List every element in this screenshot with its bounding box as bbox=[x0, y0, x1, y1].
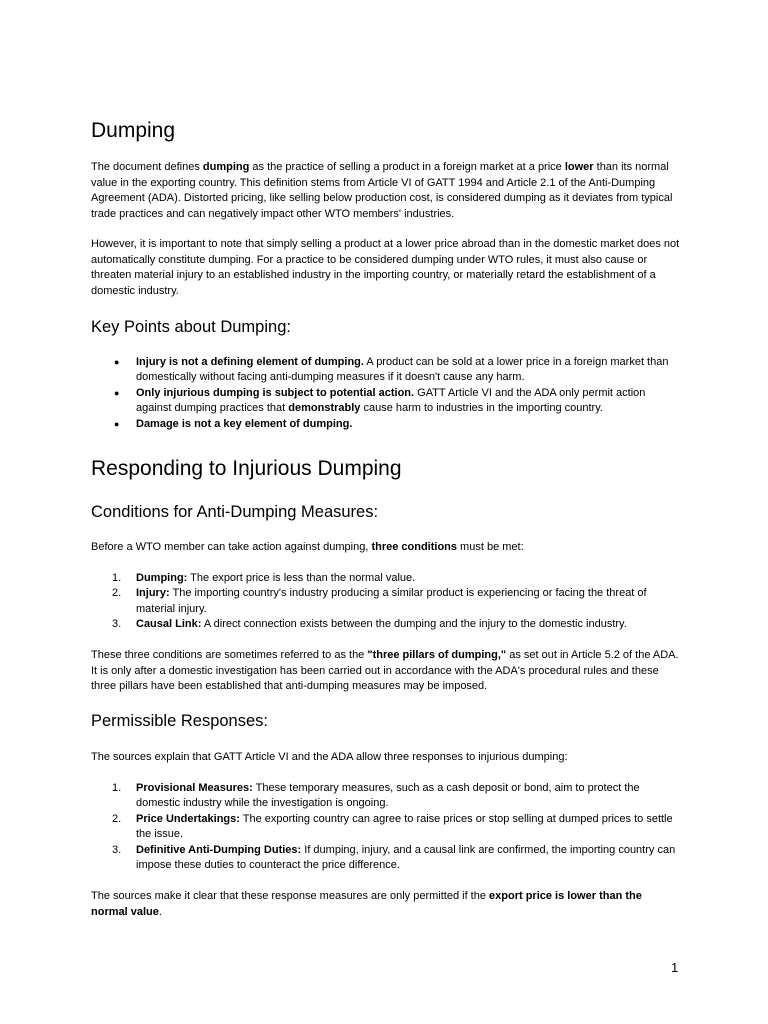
list-number: 1. bbox=[112, 572, 122, 584]
list-item bbox=[91, 617, 681, 632]
bold-text-responses-1-0: Price Undertakings: bbox=[136, 812, 240, 825]
list-item bbox=[91, 571, 681, 586]
text-p6-2: . bbox=[158, 905, 162, 918]
text-p1-2: as the practice of selling a product in a foreign market at a price bbox=[249, 161, 565, 173]
bold-text-p6-1: export price is lower than the normal value bbox=[91, 890, 642, 918]
list-item-text bbox=[136, 572, 415, 584]
bullet-icon: ● bbox=[114, 387, 120, 398]
paragraph-conclusion bbox=[91, 889, 681, 920]
bold-text-responses-0-0: Provisional Measures: bbox=[136, 782, 253, 794]
list-item-text bbox=[136, 418, 352, 430]
text-p4-0: These three conditions are sometimes referred to as the bbox=[91, 649, 368, 661]
text-key_points-1-1: GATT Article VI and the ADA only permit action against dumping practices that bbox=[136, 386, 646, 415]
text-p3-2: must be met: bbox=[457, 541, 524, 553]
bold-text-p1-1: dumping bbox=[202, 161, 250, 173]
text-p1-4: than its normal value in the exporting country. This definition stems from Article VI of GATT 1994 and Article 2.1 of the Anti-Dumping Agreement (ADA). Distorted pricing, like selling below production cost, is considered dumping as it deviates from typical trade practices and can negatively impact other WTO members' industries. bbox=[91, 161, 673, 220]
bold-text-p4-1: "three pillars of dumping," bbox=[367, 649, 507, 661]
text-conditions-1-1: The importing country's industry producing a similar product is experiencing or facing the threat of material injury. bbox=[136, 587, 647, 615]
list-item-text bbox=[136, 387, 645, 414]
paragraph-conditions-intro bbox=[91, 540, 681, 556]
responses-list bbox=[91, 781, 681, 873]
list-item-text bbox=[136, 844, 675, 871]
bold-text-p3-1: three conditions bbox=[371, 541, 457, 553]
list-item bbox=[91, 843, 681, 874]
bold-text-conditions-1-0: Injury: bbox=[136, 587, 170, 600]
text-p1-0: The document defines bbox=[91, 161, 203, 173]
text-p3-0: Before a WTO member can take action against dumping, bbox=[91, 541, 372, 553]
text-conditions-0-1: The export price is less than the normal value. bbox=[187, 572, 416, 584]
text-responses-2-1: If dumping, injury, and a causal link are confirmed, the importing country can impose these duties to counteract the price difference. bbox=[136, 843, 676, 872]
bold-text-key_points-1-0: Only injurious dumping is subject to potential action. bbox=[136, 386, 415, 399]
paragraph-definition bbox=[91, 160, 681, 222]
heading-conditions: Conditions for Anti-Dumping Measures: bbox=[91, 503, 379, 521]
text-conditions-2-1: A direct connection exists between the dumping and the injury to the domestic industry. bbox=[201, 618, 627, 631]
bold-text-conditions-2-0: Causal Link: bbox=[136, 618, 202, 631]
heading-key-points: Key Points about Dumping: bbox=[91, 318, 291, 336]
list-item-text bbox=[136, 618, 627, 630]
page-number: 1 bbox=[671, 960, 679, 975]
conditions-list bbox=[91, 571, 681, 633]
list-item bbox=[91, 417, 681, 432]
heading-permissible-responses: Permissible Responses: bbox=[91, 712, 268, 730]
text-key_points-0-1: A product can be sold at a lower price in a foreign market than domestically without facing anti-dumping measures if it doesn't cause any harm. bbox=[136, 356, 669, 384]
list-number: 3. bbox=[112, 843, 122, 856]
list-item bbox=[91, 586, 681, 617]
bold-text-conditions-0-0: Dumping: bbox=[136, 572, 188, 584]
list-item-text bbox=[136, 813, 673, 840]
text-p2-0: However, it is important to note that simply selling a product at a lower price abroad than in the domestic market does not automatically constitute dumping. For a practice to be considered dumping under WTO rules, it must also cause or threaten material injury to an established industry in the importing country, or materially retard the establishment of a domestic industry. bbox=[91, 238, 680, 297]
text-p5-0: The sources explain that GATT Article VI and the ADA allow three responses to injurious dumping: bbox=[91, 751, 568, 763]
bold-text-responses-2-0: Definitive Anti-Dumping Duties: bbox=[136, 843, 302, 856]
list-item bbox=[91, 812, 681, 843]
list-item-text bbox=[136, 587, 647, 614]
list-item bbox=[91, 781, 681, 812]
bold-text-key_points-0-0: Injury is not a defining element of dumping. bbox=[136, 356, 364, 368]
list-number: 2. bbox=[112, 812, 122, 825]
list-item bbox=[91, 386, 681, 417]
list-item-text bbox=[136, 782, 640, 809]
text-responses-1-1: The exporting country can agree to raise prices or stop selling at dumped prices to settle the issue. bbox=[136, 812, 673, 841]
list-number: 1. bbox=[112, 782, 122, 794]
list-item bbox=[91, 355, 681, 386]
bullet-icon: ● bbox=[114, 357, 120, 367]
key-points-list bbox=[91, 355, 681, 432]
text-responses-0-1: These temporary measures, such as a cash deposit or bond, aim to protect the domestic industry while the investigation is ongoing. bbox=[136, 782, 640, 810]
heading-responding: Responding to Injurious Dumping bbox=[91, 457, 402, 480]
text-key_points-1-3: cause harm to industries in the importing country. bbox=[360, 402, 603, 415]
paragraph-responses-intro bbox=[91, 750, 681, 766]
bold-text-p1-3: lower bbox=[564, 161, 594, 173]
list-number: 3. bbox=[112, 618, 122, 631]
bold-text-key_points-2-0: Damage is not a key element of dumping. bbox=[136, 417, 353, 430]
heading-dumping: Dumping bbox=[91, 119, 176, 142]
list-item-text bbox=[136, 356, 668, 383]
text-p4-2: as set out in Article 5.2 of the ADA. It is only after a domestic investigation has been carried out in accordance with the ADA's procedural rules and these three pillars have been established that anti-dumping measures may be imposed. bbox=[91, 649, 679, 693]
paragraph-three-pillars bbox=[91, 648, 681, 695]
bullet-icon: ● bbox=[114, 418, 120, 429]
list-number: 2. bbox=[112, 587, 122, 600]
bold-text-key_points-1-2: demonstrably bbox=[288, 402, 361, 415]
paragraph-injury-note bbox=[91, 237, 681, 299]
text-p6-0: The sources make it clear that these response measures are only permitted if the bbox=[91, 890, 490, 902]
